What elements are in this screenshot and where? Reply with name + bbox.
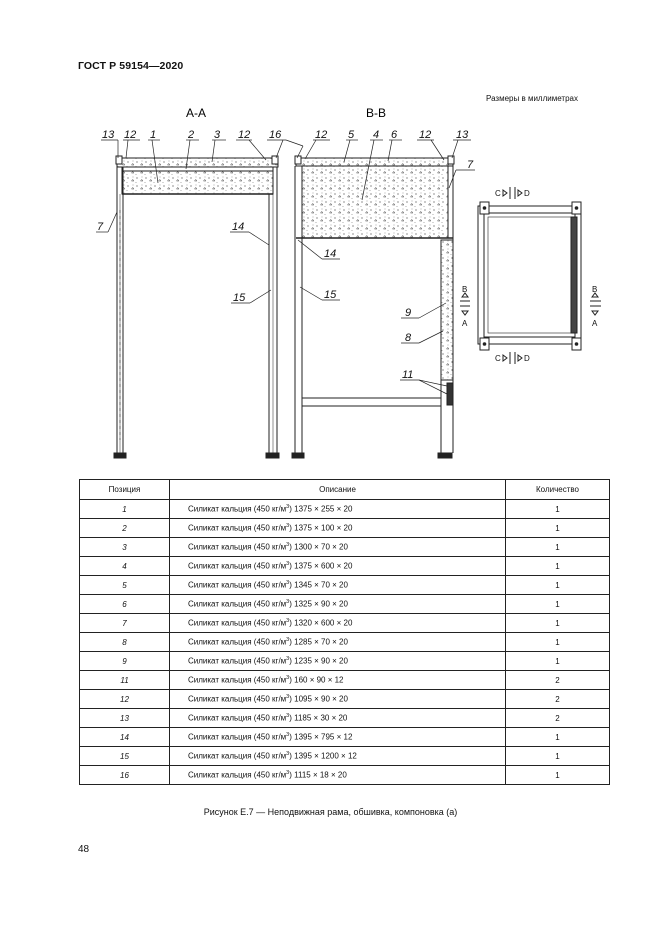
row-description [170, 728, 506, 747]
row-quantity: 1 [506, 538, 610, 557]
row-material: Силикат кальция (450 кг/м [188, 523, 287, 533]
row-quantity: 1 [506, 747, 610, 766]
row-quantity: 1 [506, 500, 610, 519]
row-unit-exponent: 3 [286, 656, 290, 663]
row-material: Силикат кальция (450 кг/м [188, 713, 287, 723]
table-header-row [80, 480, 610, 500]
section-aa-title: А-А [186, 106, 207, 120]
row-material: Силикат кальция (450 кг/м [188, 770, 287, 780]
row-quantity: 1 [506, 652, 610, 671]
plan-mark-a-left: A [462, 319, 468, 328]
row-dimensions: ) 1185 × 30 × 20 [289, 713, 348, 723]
table-row [80, 766, 610, 785]
header-quantity: Количество [506, 480, 610, 500]
header-position: Позиция [80, 480, 170, 500]
row-unit-exponent: 3 [286, 770, 290, 777]
row-unit-exponent: 3 [286, 675, 290, 682]
row-description [170, 614, 506, 633]
row-description [170, 652, 506, 671]
parts-table [79, 479, 610, 785]
row-unit-exponent: 3 [286, 542, 290, 549]
plan-mark-d-bottom: D [524, 354, 530, 363]
row-position: 6 [80, 595, 170, 614]
plan-mark-b-left: B [462, 285, 468, 294]
table-row [80, 595, 610, 614]
plan-mark-b-right: B [592, 285, 598, 294]
row-description [170, 633, 506, 652]
row-unit-exponent: 3 [286, 713, 290, 720]
aa-label-12b: 12 [238, 129, 251, 141]
row-description [170, 595, 506, 614]
row-description [170, 709, 506, 728]
row-material: Силикат кальция (450 кг/м [188, 637, 287, 647]
page-number: 48 [78, 844, 90, 855]
row-material: Силикат кальция (450 кг/м [188, 694, 287, 704]
row-position: 5 [80, 576, 170, 595]
row-dimensions: ) 1235 × 90 × 20 [289, 656, 348, 666]
plan-mark-a-right: A [592, 319, 598, 328]
bb-label-9: 9 [405, 307, 412, 319]
row-dimensions: ) 1375 × 255 × 20 [289, 504, 353, 514]
table-row [80, 671, 610, 690]
row-material: Силикат кальция (450 кг/м [188, 675, 287, 685]
plan-mark-c-top: C [495, 189, 501, 198]
row-quantity: 1 [506, 614, 610, 633]
row-dimensions: ) 1345 × 70 × 20 [289, 580, 348, 590]
row-unit-exponent: 3 [286, 637, 290, 644]
table-row [80, 500, 610, 519]
aa-label-12a: 12 [124, 129, 137, 141]
row-dimensions: ) 1095 × 90 × 20 [289, 694, 348, 704]
row-material: Силикат кальция (450 кг/м [188, 618, 287, 628]
table-row [80, 538, 610, 557]
row-unit-exponent: 3 [286, 580, 290, 587]
row-description [170, 671, 506, 690]
bb-label-13: 13 [456, 129, 469, 141]
table-row [80, 519, 610, 538]
row-dimensions: ) 1320 × 600 × 20 [289, 618, 353, 628]
bb-label-11: 11 [402, 369, 414, 381]
table-row [80, 728, 610, 747]
row-quantity: 1 [506, 519, 610, 538]
row-position: 14 [80, 728, 170, 747]
section-bb-drawing [292, 156, 454, 458]
bb-label-14: 14 [324, 248, 337, 260]
bb-label-5: 5 [348, 129, 355, 141]
row-position: 9 [80, 652, 170, 671]
row-dimensions: ) 1285 × 70 × 20 [289, 637, 348, 647]
row-material: Силикат кальция (450 кг/м [188, 656, 287, 666]
row-quantity: 1 [506, 576, 610, 595]
table-row [80, 557, 610, 576]
table-row [80, 633, 610, 652]
row-position: 3 [80, 538, 170, 557]
aa-label-1: 1 [150, 129, 157, 141]
bb-label-6: 6 [391, 129, 398, 141]
row-dimensions: ) 160 × 90 × 12 [289, 675, 344, 685]
aa-label-14: 14 [232, 221, 245, 233]
plan-view-drawing [460, 187, 601, 364]
row-material: Силикат кальция (450 кг/м [188, 561, 287, 571]
row-material: Силикат кальция (450 кг/м [188, 542, 287, 552]
table-row [80, 690, 610, 709]
table-row [80, 652, 610, 671]
section-bb-title: В-В [366, 106, 387, 120]
document-code: ГОСТ Р 59154—2020 [78, 60, 184, 72]
aa-label-7: 7 [97, 221, 104, 233]
table-row [80, 709, 610, 728]
row-dimensions: ) 1375 × 600 × 20 [289, 561, 353, 571]
figure-caption: Рисунок Е.7 — Неподвижная рама, обшивка, компоновка (а) [203, 807, 458, 817]
row-dimensions: ) 1325 × 90 × 20 [289, 599, 348, 609]
row-quantity: 2 [506, 690, 610, 709]
row-description [170, 500, 506, 519]
row-dimensions: ) 1395 × 795 × 12 [289, 732, 353, 742]
row-position: 13 [80, 709, 170, 728]
aa-label-13: 13 [102, 129, 115, 141]
bb-label-12a: 12 [315, 129, 328, 141]
row-description [170, 557, 506, 576]
row-position: 2 [80, 519, 170, 538]
row-unit-exponent: 3 [286, 751, 290, 758]
row-quantity: 1 [506, 557, 610, 576]
bb-label-12b: 12 [419, 129, 432, 141]
row-material: Силикат кальция (450 кг/м [188, 504, 287, 514]
row-position: 15 [80, 747, 170, 766]
row-position: 16 [80, 766, 170, 785]
row-unit-exponent: 3 [286, 599, 290, 606]
plan-mark-d-top: D [524, 189, 530, 198]
row-description [170, 766, 506, 785]
row-position: 8 [80, 633, 170, 652]
row-dimensions: ) 1395 × 1200 × 12 [289, 751, 357, 761]
row-position: 1 [80, 500, 170, 519]
table-row [80, 614, 610, 633]
bb-label-4: 4 [373, 129, 380, 141]
row-description [170, 538, 506, 557]
aa-label-16: 16 [269, 129, 282, 141]
bb-label-7: 7 [467, 159, 474, 171]
row-quantity: 1 [506, 633, 610, 652]
row-position: 4 [80, 557, 170, 576]
bb-label-8: 8 [405, 332, 412, 344]
row-unit-exponent: 3 [286, 523, 290, 530]
row-dimensions: ) 1300 × 70 × 20 [289, 542, 348, 552]
row-quantity: 2 [506, 671, 610, 690]
row-quantity: 1 [506, 728, 610, 747]
row-material: Силикат кальция (450 кг/м [188, 599, 287, 609]
header-description: Описание [170, 480, 506, 500]
aa-label-3: 3 [214, 129, 221, 141]
table-row [80, 576, 610, 595]
dimensions-note: Размеры в миллиметрах [486, 94, 578, 103]
row-dimensions: ) 1115 × 18 × 20 [289, 770, 347, 780]
row-description [170, 576, 506, 595]
row-unit-exponent: 3 [286, 618, 290, 625]
row-unit-exponent: 3 [286, 732, 290, 739]
row-unit-exponent: 3 [286, 694, 290, 701]
row-material: Силикат кальция (450 кг/м [188, 580, 287, 590]
row-description [170, 690, 506, 709]
aa-label-2: 2 [188, 129, 195, 141]
row-quantity: 2 [506, 709, 610, 728]
row-unit-exponent: 3 [286, 561, 290, 568]
section-aa-drawing [114, 156, 279, 458]
row-material: Силикат кальция (450 кг/м [188, 732, 287, 742]
row-position: 12 [80, 690, 170, 709]
bb-label-15: 15 [324, 289, 337, 301]
row-position: 7 [80, 614, 170, 633]
row-material: Силикат кальция (450 кг/м [188, 751, 287, 761]
row-unit-exponent: 3 [286, 504, 290, 511]
row-quantity: 1 [506, 766, 610, 785]
plan-mark-c-bottom: C [495, 354, 501, 363]
table-row [80, 747, 610, 766]
parts-table-body [80, 500, 610, 785]
row-dimensions: ) 1375 × 100 × 20 [289, 523, 353, 533]
row-position: 11 [80, 671, 170, 690]
row-description [170, 519, 506, 538]
row-quantity: 1 [506, 595, 610, 614]
aa-label-15: 15 [233, 292, 246, 304]
row-description [170, 747, 506, 766]
